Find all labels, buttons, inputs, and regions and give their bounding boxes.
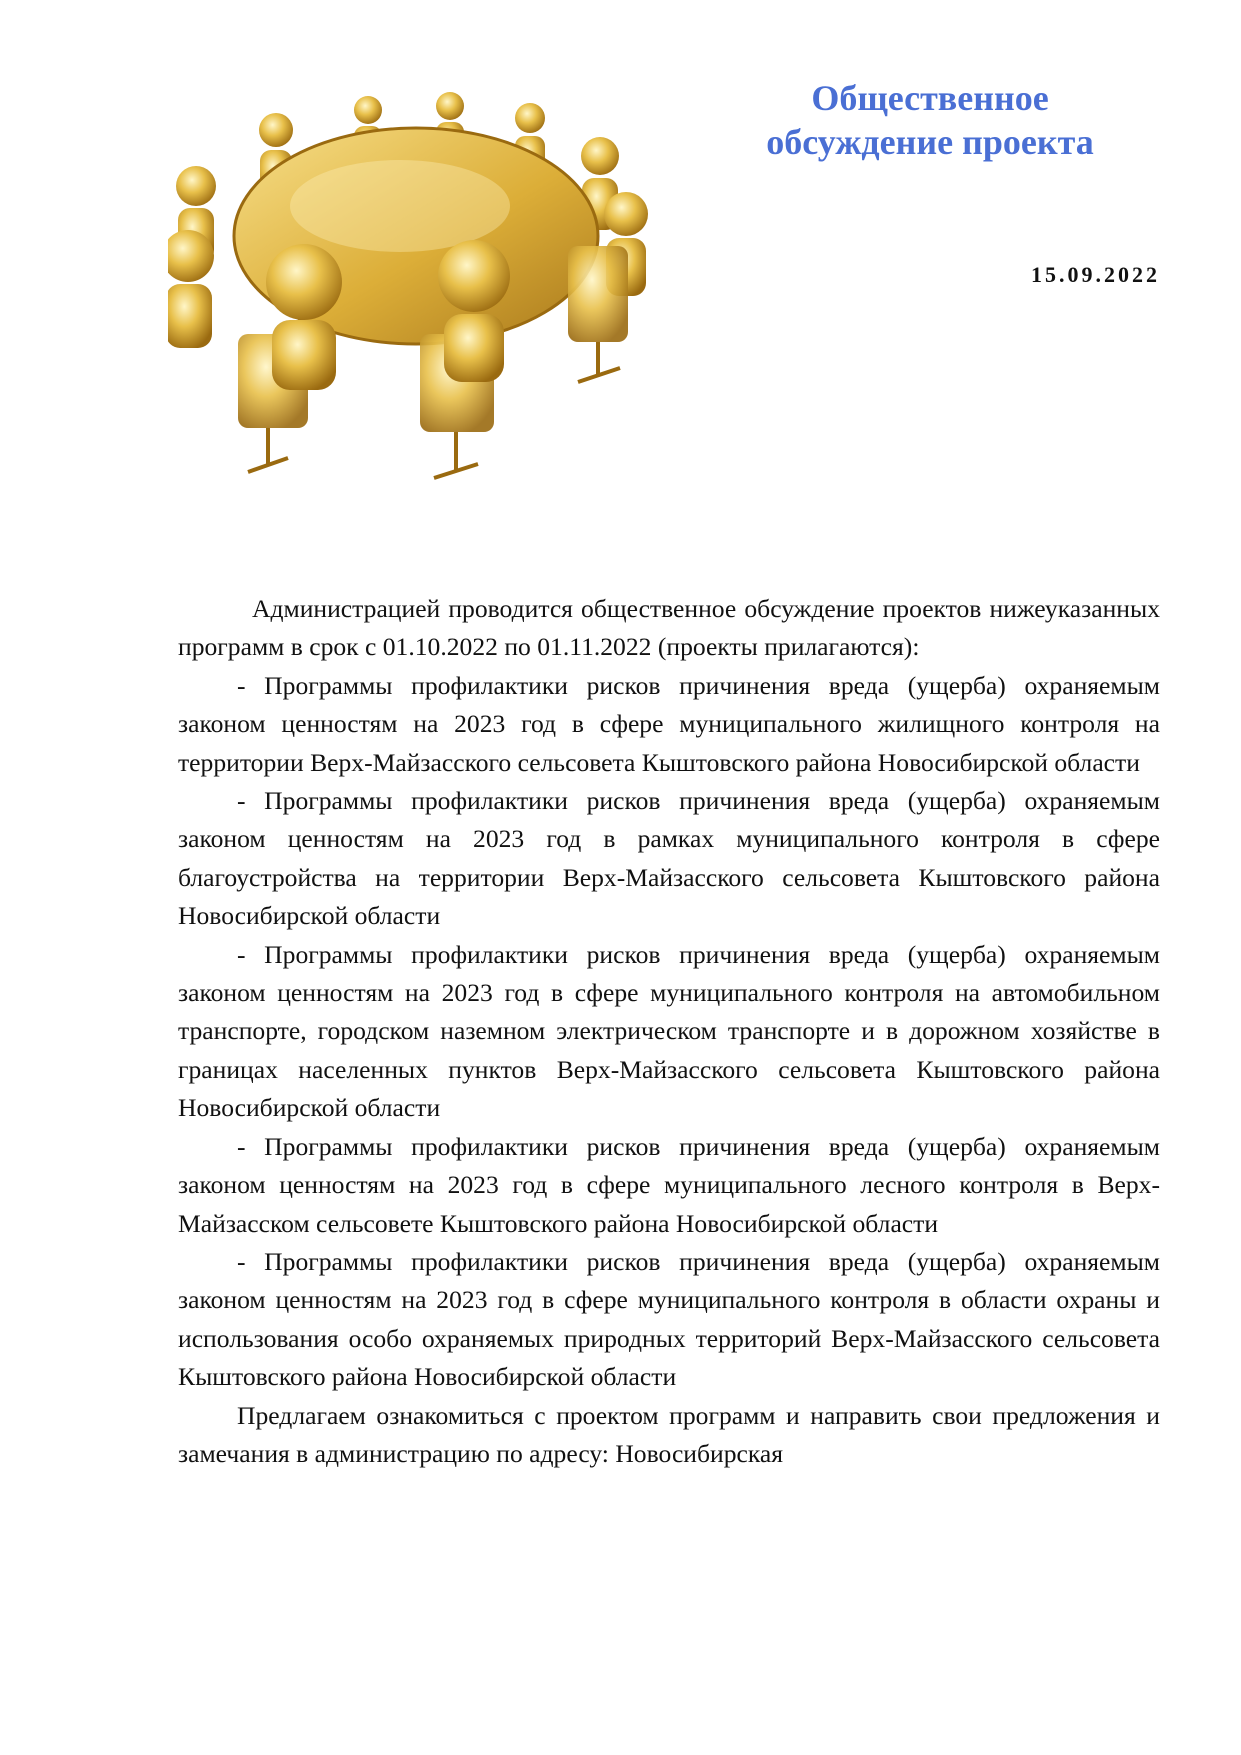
closing-paragraph: Предлагаем ознакомиться с проектом программ и направить свои предложения и замечания в администрацию по адресу: Новосибирская [178,1400,1160,1468]
list-item: - Программы профилактики рисков причинения вреда (ущерба) охраняемым законом ценностям на 2023 год в сфере муниципального жилищного контроля на территории Верх-Майзасского сельсовета Кыштовского района Новосибирской области [178,670,1160,777]
title-line-1: Общественное [811,78,1049,118]
list-item: - Программы профилактики рисков причинения вреда (ущерба) охраняемым законом ценностям на 2023 год в сфере муниципального контроля в области охраны и использования особо охраняемых природных территорий Верх-Майзасского сельсовета Кыштовского района Новосибирской области [178,1246,1160,1392]
document-body [178,590,1160,1473]
intro-paragraph: Администрацией проводится общественное обсуждение проектов нижеуказанных программ в срок с 01.10.2022 по 01.11.2022 (проекты прилагаются): [178,594,1160,662]
title-line-2: обсуждение проекта [766,122,1094,162]
page-title [720,76,1140,164]
list-item: - Программы профилактики рисков причинения вреда (ущерба) охраняемым законом ценностям на 2023 год в рамках муниципального контроля в сфере благоустройства на территории Верх-Майзасского сельсовета Кыштовского района Новосибирской области [178,786,1160,931]
round-table-meeting-icon [168,86,678,486]
document-date: 15.09.2022 [1031,262,1160,287]
list-item: - Программы профилактики рисков причинения вреда (ущерба) охраняемым законом ценностям на 2023 год в сфере муниципального контроля на автомобильном транспорте, городском наземном электрическом транспорте и в дорожном хозяйстве в границах населенных пунктов Верх-Майзасского сельсовета Кыштовского района Новосибирской области [178,939,1160,1123]
list-item: - Программы профилактики рисков причинения вреда (ущерба) охраняемым законом ценностям на 2023 год в сфере муниципального лесного контроля в Верх-Майзасском сельсовете Кыштовского района Новосибирской области [178,1131,1160,1238]
